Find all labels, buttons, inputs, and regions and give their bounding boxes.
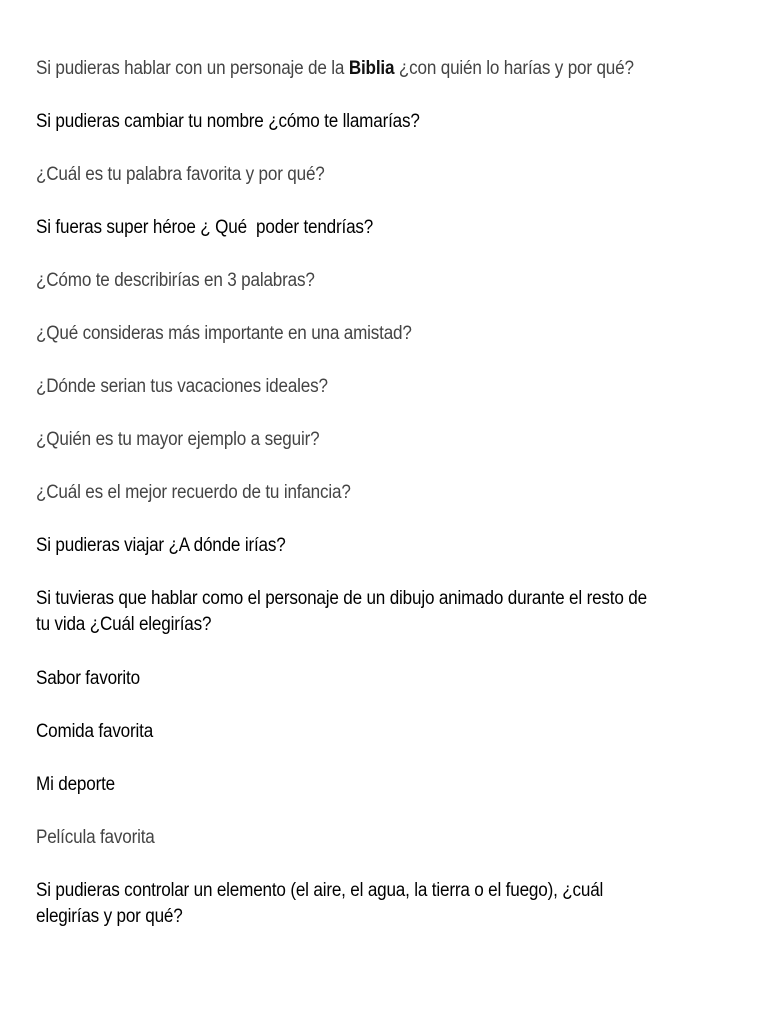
question-comida: Comida favorita [36,721,154,742]
question-amistad: ¿Qué consideras más importante en una amistad? [36,323,412,344]
question-elemento-line2: elegirías y por qué? [36,906,183,927]
question-nombre: Si pudieras cambiar tu nombre ¿cómo te llamarías? [36,111,420,132]
question-biblia [36,56,736,82]
question-ejemplo: ¿Quién es tu mayor ejemplo a seguir? [36,429,320,450]
question-deporte: Mi deporte [36,774,116,795]
question-biblia-after: ¿con quién lo harías y por qué? [394,58,634,79]
question-biblia-bold: Biblia [348,58,395,79]
question-describirias: ¿Cómo te describirías en 3 palabras? [36,270,315,291]
question-super-heroe: Si fueras super héroe ¿ Qué poder tendrías? [36,217,374,238]
question-elemento [36,878,736,930]
question-vacaciones: ¿Dónde serian tus vacaciones ideales? [36,376,328,397]
question-dibujo-animado-line2: tu vida ¿Cuál elegirías? [36,614,212,635]
question-elemento-line1: Si pudieras controlar un elemento (el aire, el agua, la tierra o el fuego), ¿cuál [36,880,604,901]
question-infancia: ¿Cuál es el mejor recuerdo de tu infancia? [36,482,351,503]
question-palabra-favorita: ¿Cuál es tu palabra favorita y por qué? [36,164,325,185]
question-pelicula: Película favorita [36,827,155,848]
question-biblia-before: Si pudieras hablar con un personaje de la [36,58,349,79]
question-viajar: Si pudieras viajar ¿A dónde irías? [36,535,286,556]
question-dibujo-animado-line1: Si tuvieras que hablar como el personaje de un dibujo animado durante el resto de [36,588,647,609]
question-sabor: Sabor favorito [36,668,140,689]
question-dibujo-animado [36,586,736,638]
